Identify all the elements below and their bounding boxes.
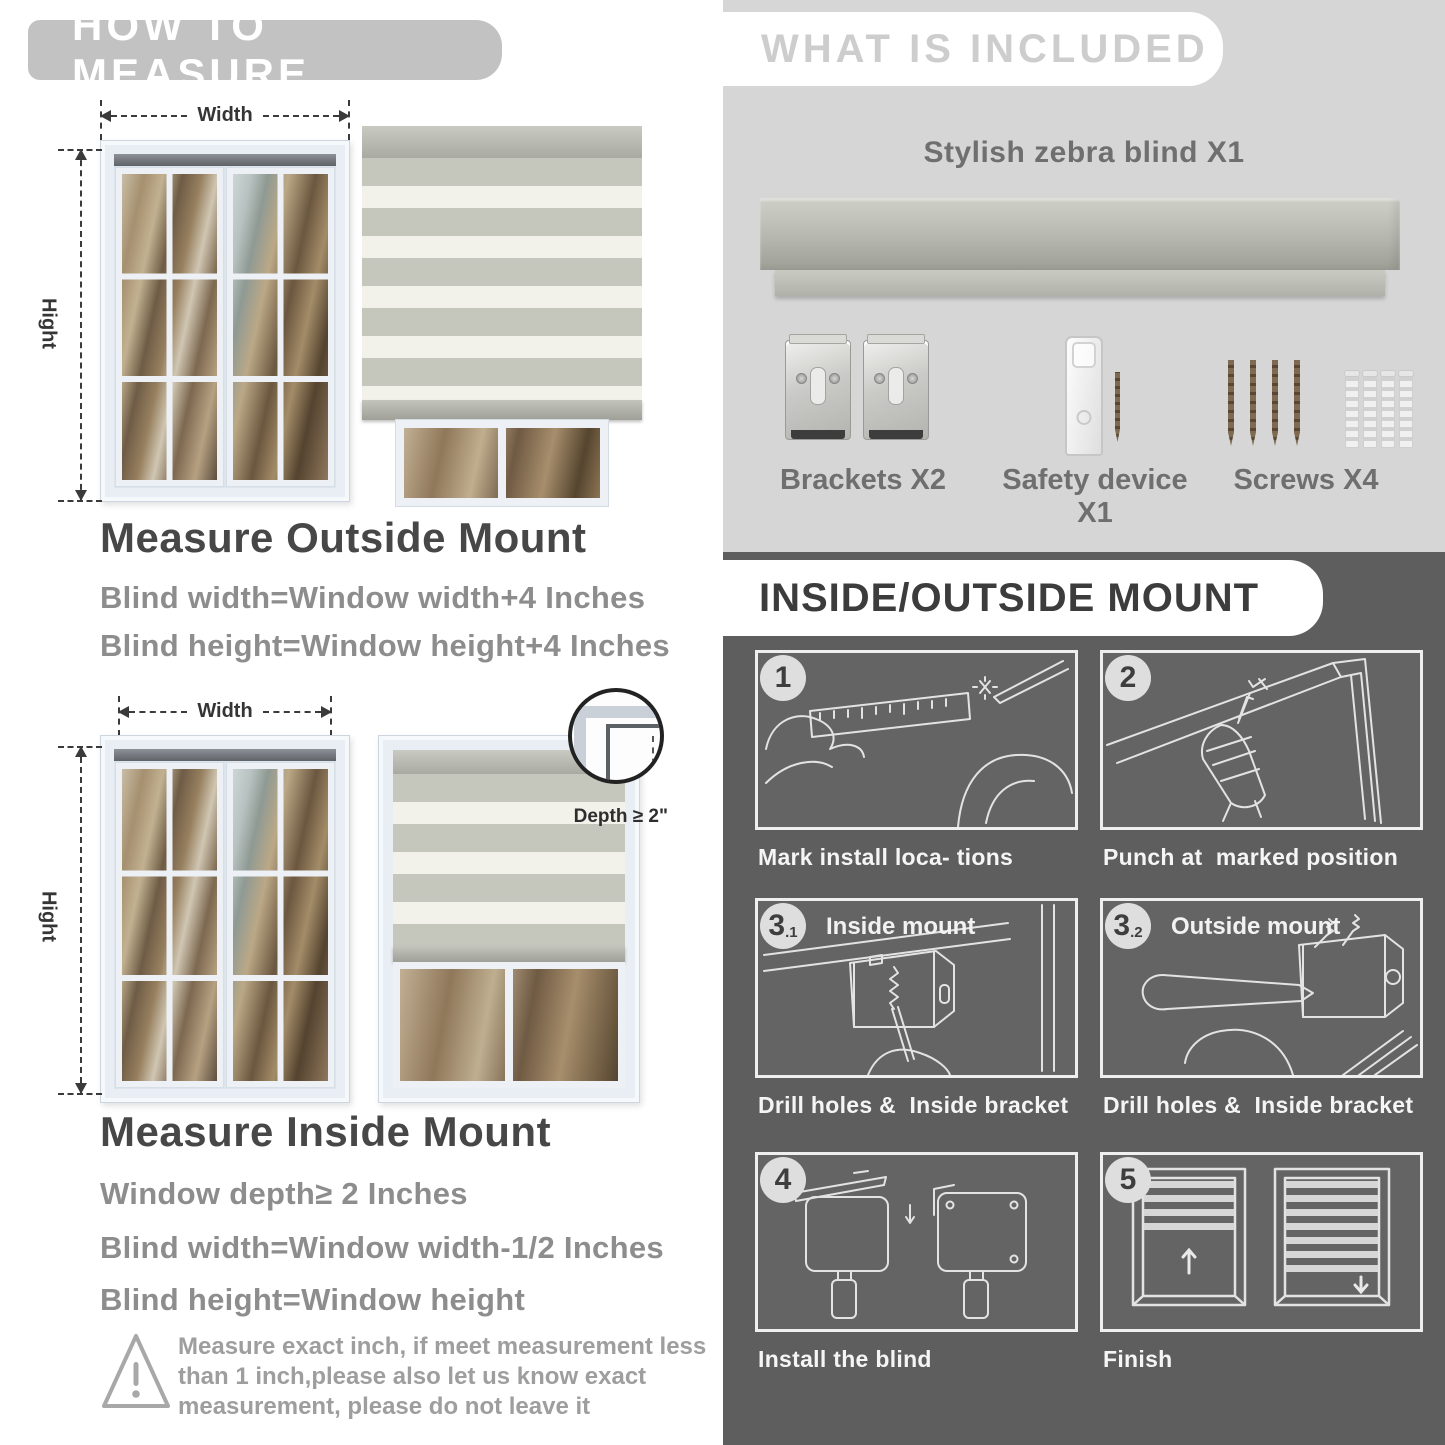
dimension-guide	[58, 500, 102, 502]
product-label: Stylish zebra blind X1	[923, 136, 1245, 169]
step-1-caption: Mark install loca- tions	[758, 844, 1014, 870]
step-3-1-title: Inside mount	[826, 913, 976, 940]
window-sashes	[114, 166, 336, 488]
step-number-badge: 4	[760, 1157, 806, 1203]
dimension-guide	[58, 149, 102, 151]
screws-label: Screws X4	[1233, 464, 1379, 496]
step-panel-4	[755, 1152, 1078, 1332]
width-arrow	[100, 104, 350, 127]
step-number-badge: 1	[760, 655, 806, 701]
window-illustration-outside	[100, 140, 350, 502]
step-panel-3-2	[1100, 898, 1423, 1078]
inside-mount-line2: Blind width=Window width-1/2 Inches	[100, 1230, 664, 1265]
screw-icon	[1294, 360, 1300, 446]
what-is-included-banner	[723, 12, 1223, 86]
right-column	[723, 0, 1445, 1445]
screw-icon	[1115, 372, 1120, 442]
wall-anchor-icon	[1399, 372, 1413, 448]
what-is-included-title: WHAT IS INCLUDED	[761, 26, 1209, 71]
bracket-icon	[785, 340, 851, 440]
step-panel-3-1	[755, 898, 1078, 1078]
screw-icon	[1250, 360, 1256, 446]
step-number-badge: 3 .2	[1105, 903, 1151, 949]
warning-triangle-icon	[98, 1328, 174, 1416]
step-number-badge: 5	[1105, 1157, 1151, 1203]
height-arrow	[80, 747, 82, 1093]
height-arrow	[80, 150, 82, 500]
warning-text: Measure exact inch, if meet measurement less than 1 inch,please also let us know exact measurement, please do not leave it	[178, 1333, 707, 1420]
dimension-guide	[58, 1093, 102, 1095]
width-label: Width	[197, 700, 253, 722]
blind-bottom-rail	[362, 400, 642, 420]
window-header-bar	[114, 749, 336, 761]
dimension-guide	[100, 100, 102, 140]
zebra-blind-illustration-outside	[362, 126, 642, 506]
window-sashes	[114, 761, 336, 1089]
inside-outside-mount-title: INSIDE/OUTSIDE MOUNT	[759, 575, 1260, 620]
window-header-bar	[114, 154, 336, 166]
window-sash-left	[116, 168, 223, 486]
window-sash-right	[227, 168, 334, 486]
step-panel-5	[1100, 1152, 1423, 1332]
blind-cassette	[362, 126, 642, 158]
blind-stripes	[362, 158, 642, 400]
step-3-2-caption: Drill holes & Inside bracket	[1103, 1092, 1414, 1118]
inside-outside-mount-banner	[723, 560, 1323, 636]
window-sash-right	[227, 763, 334, 1087]
dimension-guide	[348, 100, 350, 140]
width-arrow	[118, 700, 332, 723]
safety-device-icon	[1065, 336, 1103, 456]
blind-cassette-lip	[775, 270, 1385, 296]
width-label: Width	[197, 104, 253, 126]
wall-anchor-icon	[1381, 372, 1395, 448]
inside-mount-heading: Measure Inside Mount	[100, 1108, 552, 1155]
dimension-guide	[58, 746, 102, 748]
window-sash-left	[116, 763, 223, 1087]
step-number-badge: 3 .1	[760, 903, 806, 949]
step-3-2-title: Outside mount	[1171, 913, 1341, 940]
inside-outside-mount-panel	[723, 552, 1445, 1445]
step-4-caption: Install the blind	[758, 1346, 932, 1372]
height-label: Hight	[37, 890, 60, 943]
wall-anchor-icon	[1363, 372, 1377, 448]
brackets-label: Brackets X2	[779, 464, 947, 496]
step-number-badge: 2	[1105, 655, 1151, 701]
inside-mount-line3: Blind height=Window height	[100, 1282, 526, 1317]
step-panel-1	[755, 650, 1078, 830]
blind-bottom-rail	[393, 946, 625, 962]
outside-mount-heading: Measure Outside Mount	[100, 514, 587, 561]
depth-label: Depth ≥ 2"	[573, 806, 668, 827]
step-panel-2	[1100, 650, 1423, 830]
safety-device-label: Safety device X1	[1002, 464, 1188, 529]
wall-anchor-icon	[1345, 372, 1359, 448]
screw-icon	[1228, 360, 1234, 446]
step-3-1-caption: Drill holes & Inside bracket	[758, 1092, 1069, 1118]
outside-mount-line1: Blind width=Window width+4 Inches	[100, 580, 646, 615]
height-label: Hight	[37, 297, 60, 350]
how-to-measure-title: HOW TO MEASURE	[72, 2, 311, 97]
magnifier-icon	[568, 688, 664, 784]
how-to-measure-banner	[28, 2, 502, 97]
step-2-caption: Punch at marked position	[1103, 844, 1399, 870]
step-5-caption: Finish	[1103, 1346, 1173, 1372]
zebra-blind-illustration-inside	[378, 735, 640, 1103]
window-illustration-inside	[100, 735, 350, 1103]
bracket-icon	[863, 340, 929, 440]
screw-icon	[1272, 360, 1278, 446]
inside-mount-line1: Window depth≥ 2 Inches	[100, 1176, 468, 1211]
blind-cassette-product-image	[760, 198, 1400, 270]
window-under-blind	[396, 420, 608, 506]
window-glass-below-blind	[393, 962, 625, 1088]
blind-stripes	[393, 774, 625, 946]
dimension-guide	[118, 696, 120, 736]
what-is-included-panel	[723, 0, 1445, 552]
dimension-guide	[330, 696, 332, 736]
outside-mount-line2: Blind height=Window height+4 Inches	[100, 628, 670, 663]
